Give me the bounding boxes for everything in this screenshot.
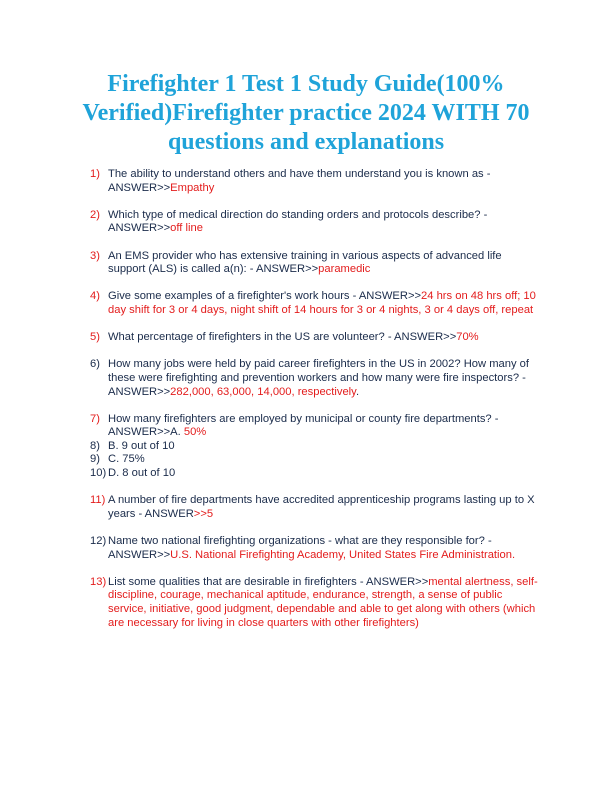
- question-item: [90, 440, 540, 454]
- answer-text: 282,000, 63,000, 14,000, respectively: [170, 385, 356, 398]
- question-number: 8): [90, 439, 100, 452]
- question-text: What percentage of firefighters in the US are volunteer? - ANSWER>>: [108, 331, 457, 344]
- question-number: 1): [90, 168, 100, 180]
- question-number: 3): [90, 249, 100, 262]
- question-number: 4): [90, 290, 100, 303]
- question-item: [90, 467, 540, 481]
- question-item: [90, 413, 540, 440]
- question-number: 11): [90, 494, 106, 507]
- answer-text: >>5: [193, 507, 214, 520]
- answer-text: 70%: [456, 331, 479, 344]
- answer-text: mental alertness, self-discipline, courage, mechanical aptitude, endurance, strength, a sense of public service, initiative, good judgment, dependable and able to get along with others (which are necessary for living in close quarters with other firefighters): [108, 575, 538, 629]
- answer-text: paramedic: [318, 263, 371, 276]
- question-item: [90, 358, 540, 399]
- question-text: How many jobs were held by paid career firefighters in the US in 2002? How many of these were firefighting and prevention workers and how many were fire inspectors? - ANSWER>>: [108, 358, 529, 398]
- question-number: 9): [90, 453, 100, 466]
- question-number: 13): [90, 575, 107, 588]
- question-item: [90, 290, 540, 317]
- answer-text: Empathy: [170, 181, 215, 194]
- question-item: [90, 250, 540, 277]
- question-text: Which type of medical direction do standing orders and protocols describe? - ANSWER>>: [108, 208, 488, 235]
- question-text: List some qualities that are desirable in firefighters - ANSWER>>: [108, 575, 429, 588]
- question-item: [90, 535, 540, 562]
- question-item: [90, 168, 540, 195]
- question-list: [90, 168, 540, 630]
- question-number: 6): [90, 358, 100, 371]
- answer-suffix: .: [355, 385, 360, 398]
- question-text: B. 9 out of 10: [108, 439, 175, 452]
- question-item: [90, 209, 540, 236]
- question-text: Give some examples of a firefighter's work hours - ANSWER>>: [108, 290, 422, 303]
- answer-text: 50%: [183, 426, 207, 439]
- answer-text: 24 hrs on 48 hrs off; 10 day shift for 3 or 4 days, night shift of 14 hours for 3 or 4 nights, 3 or 4 days off, repeat: [108, 290, 536, 316]
- question-item: [90, 494, 540, 521]
- question-text: Name two national firefighting organizations - what are they responsible for? - ANSWER>>: [108, 535, 492, 561]
- question-text: A number of fire departments have accredited apprenticeship programs lasting up to X years - ANSWER: [108, 494, 535, 520]
- question-number: 2): [90, 208, 100, 221]
- question-text: How many firefighters are employed by municipal or county fire departments? - ANSWER>>A.: [108, 412, 499, 439]
- question-text: C. 75%: [108, 453, 145, 466]
- question-number: 5): [90, 331, 100, 344]
- question-text: An EMS provider who has extensive training in various aspects of advanced life support (ALS) is called a(n): - ANSWER>>: [108, 249, 502, 276]
- question-text: The ability to understand others and have them understand you is known as - ANSWER>>: [108, 168, 491, 194]
- question-item: [90, 331, 540, 345]
- document-title: Firefighter 1 Test 1 Study Guide(100% Verified)Firefighter practice 2024 WITH 70 questions and explanations: [82, 71, 530, 155]
- question-number: 10): [90, 467, 107, 480]
- answer-text: off line: [170, 222, 203, 235]
- question-number: 12): [90, 535, 107, 548]
- question-number: 7): [90, 412, 100, 425]
- question-item: [90, 453, 540, 467]
- question-item: [90, 576, 540, 630]
- question-text: D. 8 out of 10: [108, 467, 176, 480]
- answer-text: U.S. National Firefighting Academy, United States Fire Administration.: [170, 548, 516, 561]
